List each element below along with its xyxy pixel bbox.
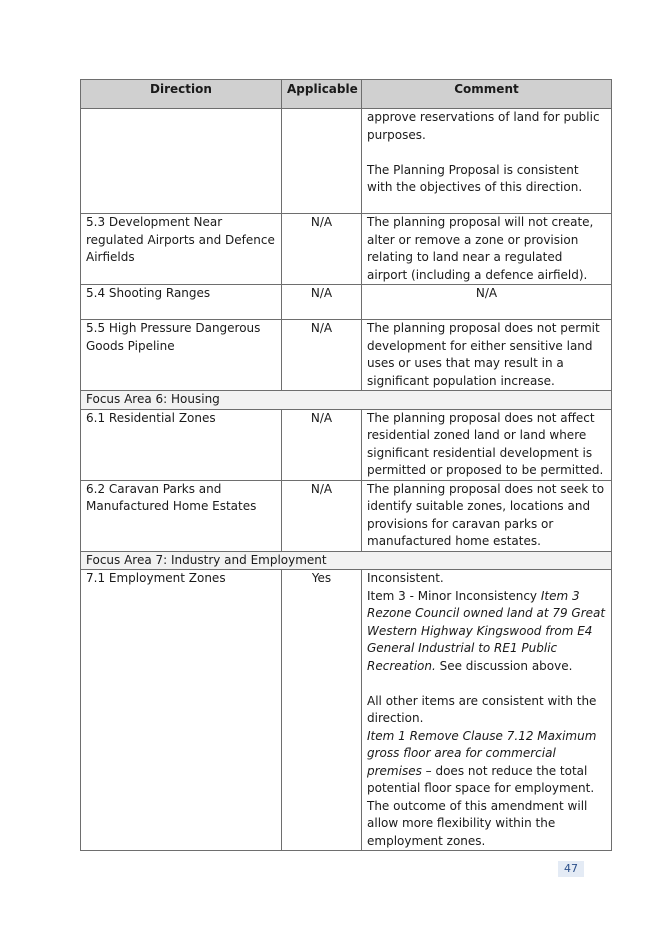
comment-paragraph <box>367 728 606 851</box>
table-row-6-1 <box>81 409 612 480</box>
comment-text: See discussion above. <box>435 658 573 673</box>
direction-cell: 5.3 Development Near regulated Airports and Defence Airfields <box>81 214 282 285</box>
comment-paragraph <box>367 588 606 676</box>
comment-italic-text: Item 1 Remove Clause 7.12 Maximum gross floor area for commercial premises <box>367 728 597 778</box>
direction-cell: 7.1 Employment Zones <box>81 570 282 851</box>
direction-cell <box>81 109 282 214</box>
table-row-6-2 <box>81 480 612 551</box>
table-row-continued <box>81 109 612 214</box>
applicable-cell <box>282 109 362 214</box>
header-comment: Comment <box>362 80 612 109</box>
comment-cell <box>362 109 612 214</box>
comment-paragraph: approve reservations of land for public purposes. <box>367 110 600 142</box>
table-row-7-1 <box>81 570 612 851</box>
table-row-5-3 <box>81 214 612 285</box>
focus-area-row <box>81 391 612 410</box>
comment-cell: The planning proposal will not create, alter or remove a zone or provision relating to land near a regulated airport (including a defence airfield). <box>362 214 612 285</box>
direction-cell: 5.5 High Pressure Dangerous Goods Pipeline <box>81 320 282 391</box>
applicable-cell: Yes <box>282 570 362 851</box>
comment-cell: The planning proposal does not seek to identify suitable zones, locations and provisions for caravan parks or manufactured home estates. <box>362 480 612 551</box>
focus-area-heading: Focus Area 6: Housing <box>81 391 612 410</box>
comment-italic-text: Item 3 Rezone Council owned land at 79 Great Western Highway Kingswood from E4 General Industrial to RE1 Public Recreation. <box>367 588 606 673</box>
focus-area-heading: Focus Area 7: Industry and Employment <box>81 551 612 570</box>
comment-cell: The planning proposal does not affect residential zoned land or land where significant residential development is permitted or proposed to be permitted. <box>362 409 612 480</box>
comment-text: – does not reduce the total potential floor space for employment. The outcome of this amendment will allow more flexibility within the employment zones. <box>367 763 595 848</box>
table-header-row <box>81 80 612 109</box>
comment-cell: N/A <box>362 285 612 320</box>
direction-cell: 6.1 Residential Zones <box>81 409 282 480</box>
comment-paragraph: The Planning Proposal is consistent with the objectives of this direction. <box>367 162 583 194</box>
comment-paragraph: All other items are consistent with the direction. <box>367 693 597 725</box>
comment-paragraph: Inconsistent. <box>367 571 444 585</box>
header-applicable: Applicable <box>282 80 362 109</box>
applicable-cell: N/A <box>282 409 362 480</box>
direction-cell: 5.4 Shooting Ranges <box>81 285 282 320</box>
table-row-5-5 <box>81 320 612 391</box>
applicable-cell: N/A <box>282 480 362 551</box>
applicable-cell: N/A <box>282 285 362 320</box>
comment-cell: The planning proposal does not permit development for either sensitive land uses or uses that may result in a significant population increase. <box>362 320 612 391</box>
focus-area-row <box>81 551 612 570</box>
comment-cell <box>362 570 612 851</box>
direction-cell: 6.2 Caravan Parks and Manufactured Home Estates <box>81 480 282 551</box>
header-direction: Direction <box>81 80 282 109</box>
directions-table <box>80 79 612 851</box>
applicable-cell: N/A <box>282 214 362 285</box>
page-number: 47 <box>558 861 584 877</box>
table-row-5-4 <box>81 285 612 320</box>
applicable-cell: N/A <box>282 320 362 391</box>
comment-text: Item 3 - Minor Inconsistency <box>367 588 541 603</box>
